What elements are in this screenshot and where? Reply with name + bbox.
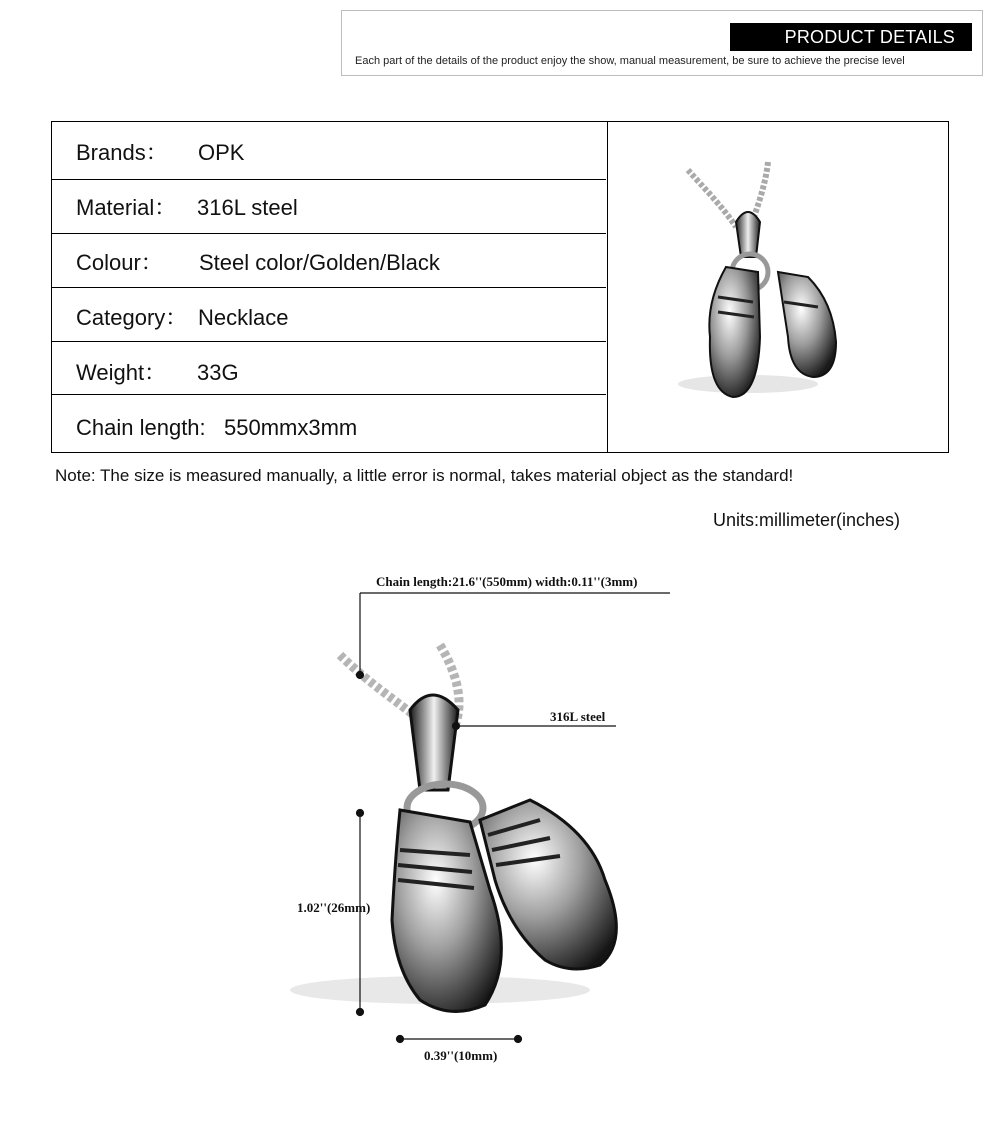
units-label: Units:millimeter(inches) (713, 510, 901, 530)
spec-row-material (52, 181, 606, 235)
spec-label: Chain length: (76, 415, 206, 440)
spec-row-colour (52, 236, 606, 290)
spec-row-brand (52, 126, 606, 180)
spec-label: Category： (76, 305, 188, 330)
pendant-illustration (0, 560, 1000, 1080)
spec-label: Colour： (76, 250, 163, 275)
spec-table (51, 121, 949, 453)
spec-value: Steel color/Golden/Black (199, 250, 440, 275)
height-dimension-label: 1.02''(26mm) (297, 900, 371, 915)
product-details-header (341, 10, 983, 76)
spec-row-weight (52, 346, 606, 400)
spec-list (52, 122, 608, 452)
spec-value: 550mmx3mm (224, 415, 358, 440)
spec-label: Material： (76, 195, 177, 220)
spec-label: Brands： (76, 140, 168, 165)
measurement-note: Note: The size is measured manually, a little error is normal, takes material object as the standard! (55, 466, 794, 485)
spec-value: 33G (197, 360, 239, 385)
spec-value: Necklace (198, 305, 289, 330)
spec-value: 316L steel (197, 195, 298, 220)
chain-dimension-label: Chain length:21.6''(550mm) width:0.11''(3mm) (376, 574, 638, 589)
spec-row-category (52, 291, 606, 345)
section-subtitle: Each part of the details of the product enjoy the show, manual measurement, be sure to achieve the precise level (355, 55, 905, 67)
spec-label: Weight： (76, 360, 167, 385)
section-title: PRODUCT DETAILS (730, 23, 972, 51)
product-photo (608, 122, 948, 452)
measurement-diagram (0, 560, 1000, 1080)
width-dimension-label: 0.39''(10mm) (424, 1048, 498, 1063)
spec-row-chain-length (52, 401, 606, 455)
material-label: 316L steel (550, 709, 606, 724)
spec-value: OPK (198, 140, 245, 165)
